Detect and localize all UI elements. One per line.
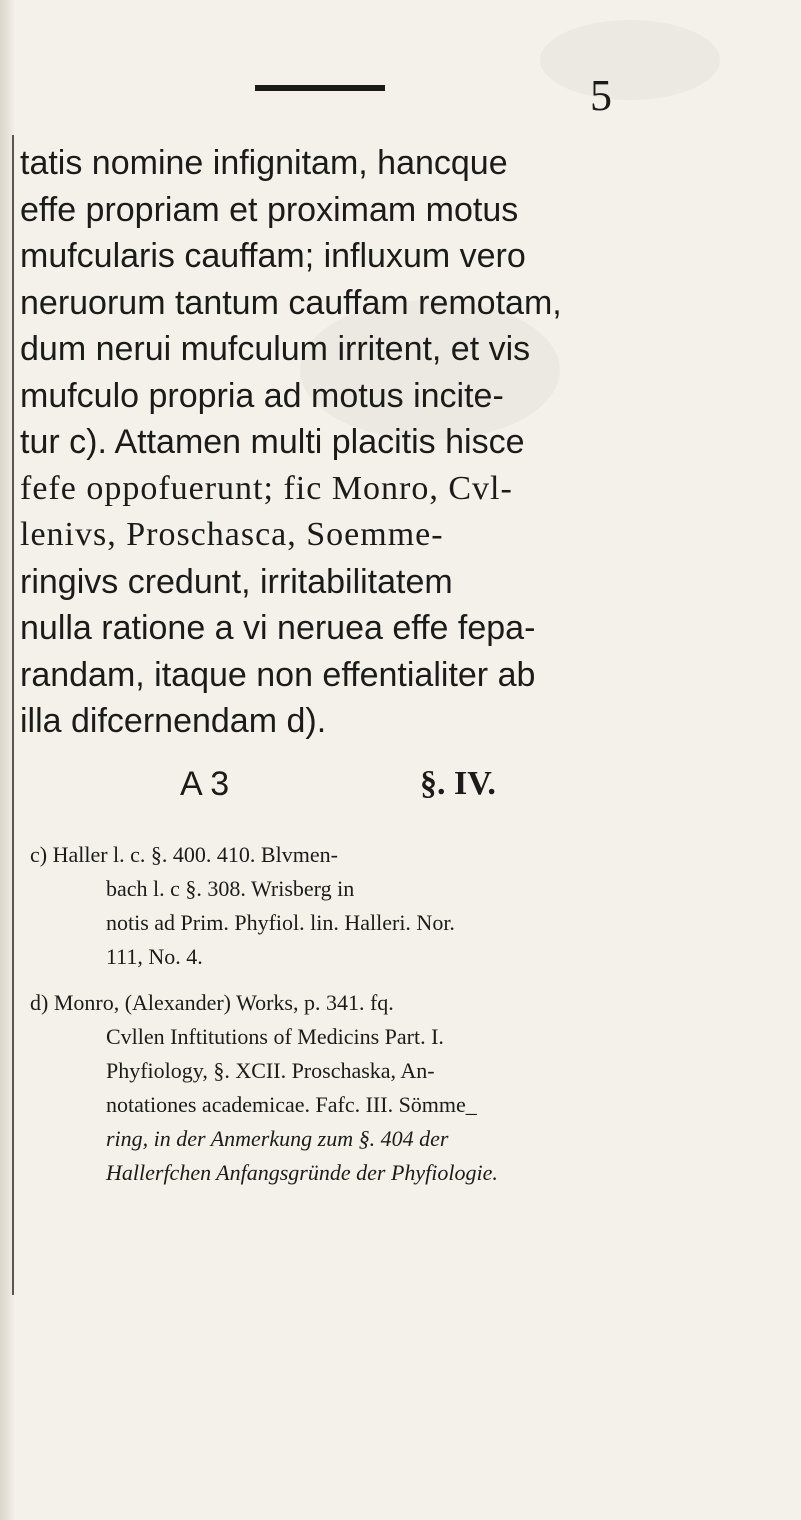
footnote-line: Hallerfchen Anfangsgründe der Phyfiologie. [106,1160,498,1185]
footnote-line: Cvllen Inftitutions of Medicins Part. I. [106,1024,444,1049]
catchword: §. IV. [420,765,496,802]
text-line: lenivs, Proschasca, Soemme- [20,516,444,553]
footnote-line: notis ad Prim. Phyfiol. lin. Halleri. Nor. [106,910,455,935]
footnotes [30,838,750,1202]
text-line: tatis nomine infignitam, hancque [20,144,508,182]
page-number: 5 [590,71,612,120]
text-line: mufculo propria ad motus incite- [20,376,504,415]
text-line: randam, itaque non effentialiter ab [20,655,536,694]
header-rule [255,85,385,91]
binding-edge [12,135,14,1295]
text-line: nulla ratione a vi neruea effe fepa- [20,609,536,647]
footnote-line: d) Monro, (Alexander) Works, p. 341. fq. [30,990,394,1015]
text-line: tur c). Attamen multi placitis hisce [20,423,525,461]
footnote-c [30,838,750,974]
text-line: ringivs credunt, irritabilitatem [20,562,453,601]
text-line: neruorum tantum cauffam remotam, [20,283,562,322]
footnote-line: Phyfiology, §. XCII. Proschaska, An- [106,1058,435,1083]
text-line: effe propriam et proximam motus [20,190,519,229]
footnote-line: notationes academicae. Fafc. III. Sömme_ [106,1092,477,1117]
footnote-d [30,986,750,1190]
text-line: mufcularis cauffam; influxum vero [20,237,526,275]
footnote-line: ring, in der Anmerkung zum §. 404 der [106,1126,449,1151]
text-line: dum nerui mufculum irritent, et vis [20,330,531,368]
text-line: fefe oppofuerunt; fic Monro, Cvl- [20,469,513,507]
footnote-line: 111, No. 4. [106,944,203,969]
paper-stain [540,20,720,100]
footnote-line: c) Haller l. c. §. 400. 410. Blvmen- [30,842,338,867]
text-line: illa difcernendam d). [20,702,327,740]
signature-mark: A 3 [180,765,230,803]
main-text [20,140,740,745]
footnote-line: bach l. c §. 308. Wrisberg in [106,876,355,901]
